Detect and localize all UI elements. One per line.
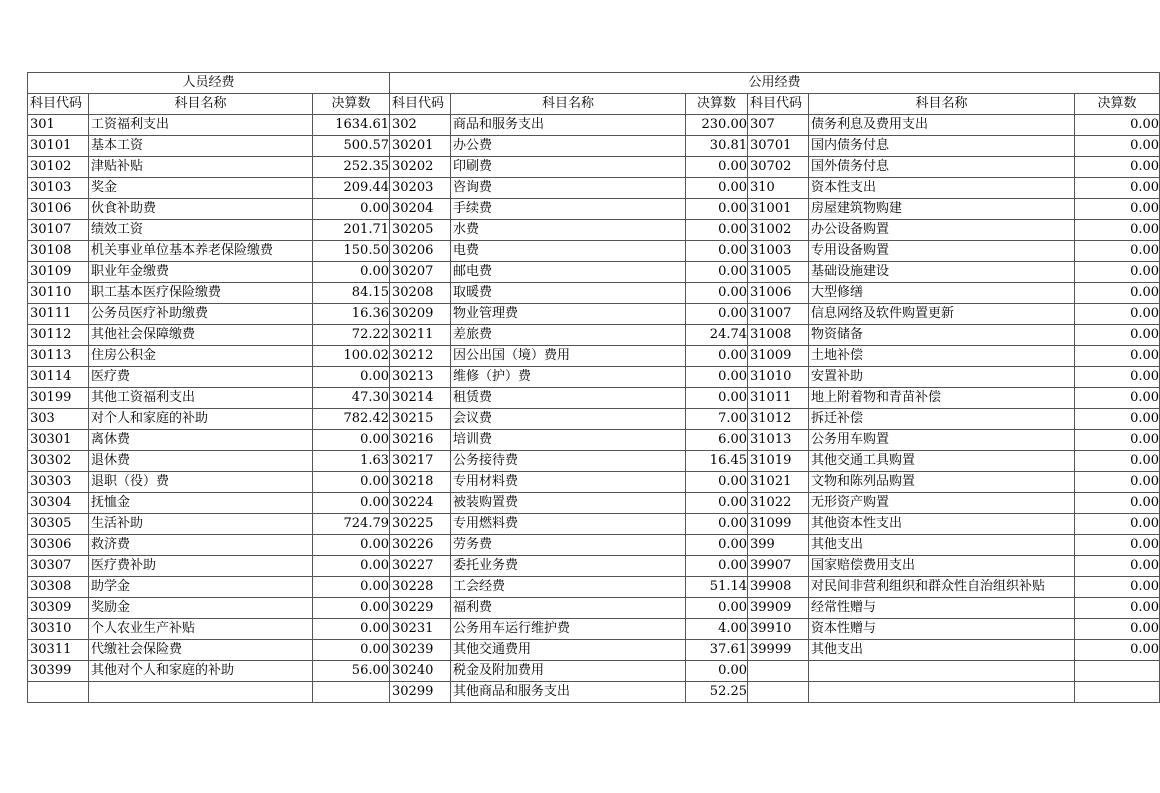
name-cell: 公务用车购置	[809, 430, 1075, 451]
amount-cell: 209.44	[313, 178, 390, 199]
code-cell: 39908	[748, 577, 809, 598]
name-cell: 救济费	[89, 535, 313, 556]
code-cell: 30215	[390, 409, 451, 430]
amount-cell: 0.00	[1075, 304, 1160, 325]
code-cell: 30206	[390, 241, 451, 262]
amount-cell: 0.00	[1075, 157, 1160, 178]
code-cell: 39999	[748, 640, 809, 661]
name-cell: 差旅费	[451, 325, 686, 346]
code-cell: 31008	[748, 325, 809, 346]
amount-cell: 47.30	[313, 388, 390, 409]
expenditure-table	[27, 72, 1160, 703]
code-cell: 30225	[390, 514, 451, 535]
name-cell: 办公设备购置	[809, 220, 1075, 241]
name-cell: 津贴补贴	[89, 157, 313, 178]
amount-cell: 0.00	[1075, 556, 1160, 577]
header-code: 科目代码	[748, 94, 809, 115]
amount-cell: 0.00	[1075, 451, 1160, 472]
code-cell: 30305	[28, 514, 89, 535]
code-cell: 30303	[28, 472, 89, 493]
name-cell: 国家赔偿费用支出	[809, 556, 1075, 577]
amount-cell: 0.00	[686, 157, 748, 178]
table-row	[28, 199, 1160, 220]
amount-cell: 0.00	[686, 556, 748, 577]
amount-cell: 0.00	[1075, 640, 1160, 661]
name-cell: 债务利息及费用支出	[809, 115, 1075, 136]
table-row	[28, 262, 1160, 283]
code-cell: 30218	[390, 472, 451, 493]
amount-cell: 0.00	[1075, 115, 1160, 136]
code-cell: 30217	[390, 451, 451, 472]
name-cell: 办公费	[451, 136, 686, 157]
name-cell: 工会经费	[451, 577, 686, 598]
name-cell: 土地补偿	[809, 346, 1075, 367]
code-cell: 30113	[28, 346, 89, 367]
table-row	[28, 157, 1160, 178]
name-cell: 安置补助	[809, 367, 1075, 388]
name-cell: 机关事业单位基本养老保险缴费	[89, 241, 313, 262]
amount-cell: 150.50	[313, 241, 390, 262]
name-cell: 专用燃料费	[451, 514, 686, 535]
header-name: 科目名称	[809, 94, 1075, 115]
code-cell: 31021	[748, 472, 809, 493]
table-row	[28, 220, 1160, 241]
code-cell: 30301	[28, 430, 89, 451]
name-cell: 取暖费	[451, 283, 686, 304]
code-cell: 307	[748, 115, 809, 136]
amount-cell: 0.00	[1075, 535, 1160, 556]
amount-cell: 0.00	[313, 493, 390, 514]
amount-cell: 782.42	[313, 409, 390, 430]
amount-cell: 100.02	[313, 346, 390, 367]
code-cell: 30308	[28, 577, 89, 598]
header-code: 科目代码	[390, 94, 451, 115]
name-cell: 代缴社会保险费	[89, 640, 313, 661]
code-cell	[748, 661, 809, 682]
amount-cell: 0.00	[313, 619, 390, 640]
amount-cell: 0.00	[686, 493, 748, 514]
table-row	[28, 283, 1160, 304]
name-cell: 税金及附加费用	[451, 661, 686, 682]
amount-cell: 56.00	[313, 661, 390, 682]
amount-cell: 500.57	[313, 136, 390, 157]
code-cell: 30208	[390, 283, 451, 304]
amount-cell: 0.00	[1075, 598, 1160, 619]
name-cell: 其他对个人和家庭的补助	[89, 661, 313, 682]
amount-cell: 52.25	[686, 682, 748, 703]
amount-cell: 1634.61	[313, 115, 390, 136]
code-cell: 30213	[390, 367, 451, 388]
code-cell: 30701	[748, 136, 809, 157]
table-row	[28, 577, 1160, 598]
code-cell: 30107	[28, 220, 89, 241]
table-row	[28, 619, 1160, 640]
amount-cell: 0.00	[313, 556, 390, 577]
table-row	[28, 661, 1160, 682]
code-cell: 30306	[28, 535, 89, 556]
code-cell: 31003	[748, 241, 809, 262]
code-cell: 30216	[390, 430, 451, 451]
code-cell: 30299	[390, 682, 451, 703]
table-row	[28, 178, 1160, 199]
amount-cell: 16.45	[686, 451, 748, 472]
section-header-row	[28, 73, 1160, 94]
name-cell: 电费	[451, 241, 686, 262]
code-cell: 30307	[28, 556, 89, 577]
name-cell: 被装购置费	[451, 493, 686, 514]
code-cell: 30202	[390, 157, 451, 178]
code-cell: 30304	[28, 493, 89, 514]
name-cell: 公务接待费	[451, 451, 686, 472]
code-cell: 39907	[748, 556, 809, 577]
amount-cell: 0.00	[1075, 367, 1160, 388]
amount-cell: 0.00	[1075, 430, 1160, 451]
amount-cell: 0.00	[686, 514, 748, 535]
amount-cell: 0.00	[1075, 472, 1160, 493]
name-cell: 对个人和家庭的补助	[89, 409, 313, 430]
code-cell: 30231	[390, 619, 451, 640]
amount-cell: 0.00	[686, 262, 748, 283]
amount-cell: 37.61	[686, 640, 748, 661]
table-row	[28, 409, 1160, 430]
amount-cell: 0.00	[313, 199, 390, 220]
code-cell: 30199	[28, 388, 89, 409]
code-cell: 30209	[390, 304, 451, 325]
name-cell: 职业年金缴费	[89, 262, 313, 283]
name-cell: 物资储备	[809, 325, 1075, 346]
amount-cell: 0.00	[686, 388, 748, 409]
name-cell: 房屋建筑物购建	[809, 199, 1075, 220]
amount-cell: 0.00	[686, 220, 748, 241]
amount-cell: 0.00	[1075, 388, 1160, 409]
amount-cell: 201.71	[313, 220, 390, 241]
code-cell: 31010	[748, 367, 809, 388]
amount-cell: 7.00	[686, 409, 748, 430]
header-amount: 决算数	[313, 94, 390, 115]
code-cell: 30212	[390, 346, 451, 367]
code-cell: 30103	[28, 178, 89, 199]
table-body	[28, 115, 1160, 703]
name-cell: 维修（护）费	[451, 367, 686, 388]
amount-cell: 0.00	[313, 640, 390, 661]
name-cell: 其他商品和服务支出	[451, 682, 686, 703]
code-cell: 30302	[28, 451, 89, 472]
table-row	[28, 556, 1160, 577]
header-amount: 决算数	[686, 94, 748, 115]
amount-cell: 0.00	[686, 661, 748, 682]
amount-cell: 0.00	[313, 367, 390, 388]
amount-cell: 0.00	[686, 346, 748, 367]
column-header-row	[28, 94, 1160, 115]
table-row	[28, 346, 1160, 367]
code-cell: 31007	[748, 304, 809, 325]
code-cell: 31002	[748, 220, 809, 241]
name-cell: 其他工资福利支出	[89, 388, 313, 409]
amount-cell: 0.00	[686, 535, 748, 556]
code-cell: 31099	[748, 514, 809, 535]
name-cell: 经常性赠与	[809, 598, 1075, 619]
name-cell: 无形资产购置	[809, 493, 1075, 514]
name-cell: 租赁费	[451, 388, 686, 409]
name-cell: 离休费	[89, 430, 313, 451]
amount-cell: 0.00	[686, 367, 748, 388]
name-cell: 住房公积金	[89, 346, 313, 367]
name-cell: 其他支出	[809, 640, 1075, 661]
amount-cell: 0.00	[313, 577, 390, 598]
table-row	[28, 388, 1160, 409]
name-cell: 培训费	[451, 430, 686, 451]
amount-cell: 4.00	[686, 619, 748, 640]
amount-cell: 0.00	[313, 262, 390, 283]
code-cell: 31009	[748, 346, 809, 367]
amount-cell: 84.15	[313, 283, 390, 304]
header-name: 科目名称	[89, 94, 313, 115]
name-cell: 工资福利支出	[89, 115, 313, 136]
code-cell: 31001	[748, 199, 809, 220]
code-cell	[28, 682, 89, 703]
name-cell: 劳务费	[451, 535, 686, 556]
name-cell: 咨询费	[451, 178, 686, 199]
name-cell: 会议费	[451, 409, 686, 430]
code-cell: 30111	[28, 304, 89, 325]
amount-cell: 0.00	[1075, 283, 1160, 304]
amount-cell: 0.00	[1075, 325, 1160, 346]
code-cell: 31011	[748, 388, 809, 409]
code-cell: 30201	[390, 136, 451, 157]
amount-cell: 0.00	[1075, 220, 1160, 241]
code-cell: 30108	[28, 241, 89, 262]
amount-cell: 0.00	[686, 241, 748, 262]
code-cell: 30211	[390, 325, 451, 346]
code-cell: 31005	[748, 262, 809, 283]
amount-cell	[313, 682, 390, 703]
header-amount: 决算数	[1075, 94, 1160, 115]
amount-cell: 30.81	[686, 136, 748, 157]
amount-cell: 0.00	[313, 598, 390, 619]
table-row	[28, 115, 1160, 136]
table-row	[28, 367, 1160, 388]
code-cell: 31019	[748, 451, 809, 472]
code-cell: 30310	[28, 619, 89, 640]
code-cell: 30309	[28, 598, 89, 619]
code-cell: 30110	[28, 283, 89, 304]
table-row	[28, 598, 1160, 619]
code-cell: 301	[28, 115, 89, 136]
code-cell: 30102	[28, 157, 89, 178]
amount-cell: 24.74	[686, 325, 748, 346]
amount-cell: 252.35	[313, 157, 390, 178]
amount-cell: 72.22	[313, 325, 390, 346]
name-cell: 助学金	[89, 577, 313, 598]
name-cell: 奖励金	[89, 598, 313, 619]
amount-cell: 0.00	[686, 598, 748, 619]
amount-cell: 0.00	[313, 472, 390, 493]
name-cell: 奖金	[89, 178, 313, 199]
amount-cell: 0.00	[686, 304, 748, 325]
name-cell: 委托业务费	[451, 556, 686, 577]
amount-cell: 0.00	[313, 430, 390, 451]
name-cell	[89, 682, 313, 703]
name-cell: 专用设备购置	[809, 241, 1075, 262]
code-cell: 30203	[390, 178, 451, 199]
amount-cell	[1075, 682, 1160, 703]
code-cell	[748, 682, 809, 703]
code-cell: 39910	[748, 619, 809, 640]
code-cell: 30239	[390, 640, 451, 661]
code-cell: 30101	[28, 136, 89, 157]
code-cell: 30702	[748, 157, 809, 178]
amount-cell: 0.00	[1075, 514, 1160, 535]
name-cell: 物业管理费	[451, 304, 686, 325]
section-personnel: 人员经费	[28, 73, 390, 94]
name-cell: 对民间非营利组织和群众性自治组织补贴	[809, 577, 1075, 598]
amount-cell: 0.00	[1075, 577, 1160, 598]
code-cell: 39909	[748, 598, 809, 619]
name-cell: 公务用车运行维护费	[451, 619, 686, 640]
amount-cell: 0.00	[313, 535, 390, 556]
name-cell: 资本性赠与	[809, 619, 1075, 640]
code-cell: 30227	[390, 556, 451, 577]
code-cell: 399	[748, 535, 809, 556]
table-row	[28, 136, 1160, 157]
amount-cell: 0.00	[686, 178, 748, 199]
code-cell: 30226	[390, 535, 451, 556]
amount-cell: 0.00	[1075, 619, 1160, 640]
amount-cell: 230.00	[686, 115, 748, 136]
name-cell: 专用材料费	[451, 472, 686, 493]
name-cell: 拆迁补偿	[809, 409, 1075, 430]
name-cell: 印刷费	[451, 157, 686, 178]
name-cell: 国内债务付息	[809, 136, 1075, 157]
code-cell: 30229	[390, 598, 451, 619]
section-public: 公用经费	[390, 73, 1160, 94]
name-cell: 职工基本医疗保险缴费	[89, 283, 313, 304]
amount-cell: 6.00	[686, 430, 748, 451]
name-cell: 个人农业生产补贴	[89, 619, 313, 640]
name-cell: 地上附着物和青苗补偿	[809, 388, 1075, 409]
name-cell: 水费	[451, 220, 686, 241]
code-cell: 30214	[390, 388, 451, 409]
table-row	[28, 472, 1160, 493]
name-cell: 福利费	[451, 598, 686, 619]
name-cell: 绩效工资	[89, 220, 313, 241]
code-cell: 30224	[390, 493, 451, 514]
table-row	[28, 241, 1160, 262]
table-row	[28, 514, 1160, 535]
code-cell: 30311	[28, 640, 89, 661]
code-cell: 30207	[390, 262, 451, 283]
code-cell: 30205	[390, 220, 451, 241]
name-cell: 信息网络及软件购置更新	[809, 304, 1075, 325]
name-cell: 国外债务付息	[809, 157, 1075, 178]
header-name: 科目名称	[451, 94, 686, 115]
amount-cell: 0.00	[1075, 199, 1160, 220]
code-cell: 30204	[390, 199, 451, 220]
header-code: 科目代码	[28, 94, 89, 115]
amount-cell: 0.00	[1075, 262, 1160, 283]
name-cell: 基础设施建设	[809, 262, 1075, 283]
name-cell: 其他交通工具购置	[809, 451, 1075, 472]
code-cell: 303	[28, 409, 89, 430]
code-cell: 302	[390, 115, 451, 136]
table-row	[28, 682, 1160, 703]
code-cell: 31012	[748, 409, 809, 430]
name-cell: 其他社会保障缴费	[89, 325, 313, 346]
code-cell: 30109	[28, 262, 89, 283]
name-cell: 手续费	[451, 199, 686, 220]
name-cell: 文物和陈列品购置	[809, 472, 1075, 493]
name-cell: 其他交通费用	[451, 640, 686, 661]
amount-cell: 0.00	[686, 199, 748, 220]
name-cell: 伙食补助费	[89, 199, 313, 220]
name-cell: 其他资本性支出	[809, 514, 1075, 535]
name-cell	[809, 682, 1075, 703]
table-row	[28, 451, 1160, 472]
code-cell: 30114	[28, 367, 89, 388]
name-cell: 大型修缮	[809, 283, 1075, 304]
amount-cell: 0.00	[1075, 409, 1160, 430]
amount-cell: 0.00	[1075, 493, 1160, 514]
code-cell: 30106	[28, 199, 89, 220]
amount-cell: 0.00	[686, 283, 748, 304]
name-cell: 其他支出	[809, 535, 1075, 556]
name-cell: 生活补助	[89, 514, 313, 535]
amount-cell: 1.63	[313, 451, 390, 472]
code-cell: 31022	[748, 493, 809, 514]
amount-cell: 0.00	[1075, 136, 1160, 157]
code-cell: 30240	[390, 661, 451, 682]
code-cell: 31006	[748, 283, 809, 304]
table-row	[28, 430, 1160, 451]
amount-cell: 51.14	[686, 577, 748, 598]
name-cell: 基本工资	[89, 136, 313, 157]
amount-cell: 724.79	[313, 514, 390, 535]
amount-cell: 0.00	[1075, 346, 1160, 367]
amount-cell: 0.00	[686, 472, 748, 493]
amount-cell: 0.00	[1075, 241, 1160, 262]
name-cell: 邮电费	[451, 262, 686, 283]
code-cell: 310	[748, 178, 809, 199]
table-row	[28, 304, 1160, 325]
amount-cell: 16.36	[313, 304, 390, 325]
name-cell: 商品和服务支出	[451, 115, 686, 136]
name-cell: 资本性支出	[809, 178, 1075, 199]
table-row	[28, 325, 1160, 346]
name-cell	[809, 661, 1075, 682]
name-cell: 退职（役）费	[89, 472, 313, 493]
name-cell: 医疗费	[89, 367, 313, 388]
name-cell: 医疗费补助	[89, 556, 313, 577]
name-cell: 退休费	[89, 451, 313, 472]
table-row	[28, 535, 1160, 556]
code-cell: 30228	[390, 577, 451, 598]
code-cell: 31013	[748, 430, 809, 451]
code-cell: 30112	[28, 325, 89, 346]
name-cell: 公务员医疗补助缴费	[89, 304, 313, 325]
table-row	[28, 493, 1160, 514]
code-cell: 30399	[28, 661, 89, 682]
amount-cell: 0.00	[1075, 178, 1160, 199]
name-cell: 因公出国（境）费用	[451, 346, 686, 367]
amount-cell	[1075, 661, 1160, 682]
name-cell: 抚恤金	[89, 493, 313, 514]
table-row	[28, 640, 1160, 661]
